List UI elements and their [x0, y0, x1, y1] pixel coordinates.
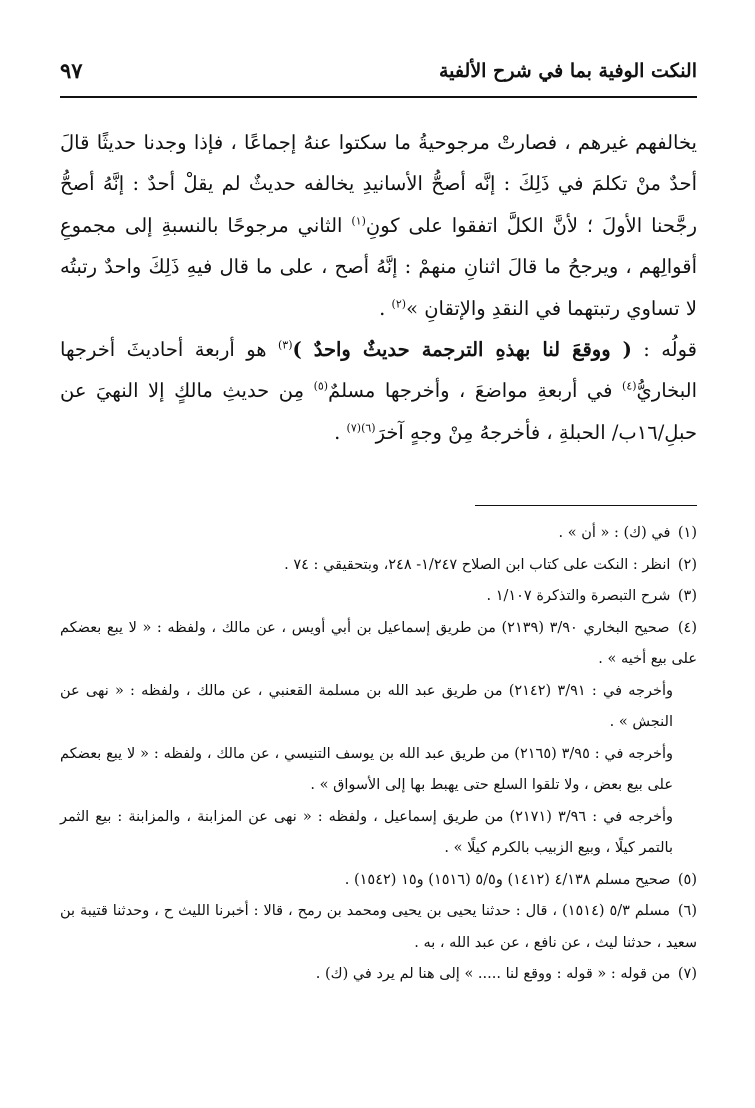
footnote-4 [60, 613, 697, 676]
footnote-number: (٧) [677, 966, 697, 982]
footnotes [60, 518, 697, 991]
footnote-text: صحيح البخاري ٣/٩٠ (٢١٣٩) من طريق إسماعيل بن أبي أويس ، عن مالك ، ولفظه : « لا يبع بعضكم على بيع أخيه » . [60, 619, 697, 667]
footnote-text: وأخرجه في : ٣/٩٥ (٢١٦٥) من طريق عبد الله بن يوسف التنيسي ، عن مالك ، ولفظه : « لا يبع بعضكم على بيع بعض ، ولا تلقوا السلع حتى يهبط بها إلى الأسواق » . [60, 745, 673, 793]
footnote-number: (٤) [677, 619, 698, 636]
quoted-lemma: ( ووقعَ لنا بهذهِ الترجمة حديثٌ واحدٌ ) [292, 338, 632, 362]
footnote-ref-7[interactable]: (٧) [346, 421, 362, 435]
footnote-text: في (ك) : « أن » . [558, 525, 671, 541]
text-run: في أربعةِ مواضعَ ، وأخرجها مسلمٌ [328, 379, 623, 403]
footnote-ref-2[interactable]: (٢) [391, 297, 407, 311]
book-title: النكت الوفية بما في شرح الألفية [439, 60, 697, 82]
text-run: الثاني مرجوحًا بالنسبةِ إلى مجموعِ أقوالِهم ، ويرجحُ ما قالَ اثنانِ منهمْ : إنَّهُ أصح ، على ما قال فيهِ ذَلِكَ واحدٌ رتبتُه لا تساوي رتبتهما في النقدِ والإتقانِ » [60, 213, 697, 320]
text-run: مِن حديثِ مالكٍ إلا النهيَ عن حبلِ/١٦ب/ الحبلةِ ، فأخرجهُ مِنْ وجهٍ آخرَ [60, 379, 697, 444]
footnote-6 [60, 896, 697, 959]
text-run: هو أربعة أحاديثَ أخرجها البخاريُّ [60, 338, 697, 403]
footnote-ref-3[interactable]: (٣) [277, 338, 293, 352]
text-run: قولُه : [631, 338, 698, 362]
footnote-text: من قوله : « قوله : ووقع لنا ..... » إلى هنا لم يرد في (ك) . [315, 966, 671, 982]
footnote-4-continuation-3 [60, 802, 697, 865]
footnote-text: انظر : النكت على كتاب ابن الصلاح ١/٢٤٧- ٢٤٨، وبتحقيقي : ٧٤ . [284, 556, 671, 573]
paragraph-1 [60, 122, 697, 329]
footnote-number: (١) [677, 525, 697, 541]
footnote-number: (٢) [677, 556, 697, 573]
main-text [60, 122, 697, 453]
footnote-text: وأخرجه في : ٣/٩٦ (٢١٧١) من طريق إسماعيل ، ولفظه : « نهى عن المزابنة ، والمزابنة : بيع الثمر بالتمر كيلًا ، وبيع الزبيب بالكرم كيلًا » . [60, 808, 673, 856]
footnote-7 [60, 959, 697, 991]
footnote-5 [60, 865, 697, 897]
footnote-number: (٦) [677, 903, 698, 919]
footnote-number: (٣) [677, 588, 697, 604]
footnote-1 [60, 518, 697, 550]
footnote-text: شرح التبصرة والتذكرة ١/١٠٧ . [486, 588, 671, 604]
footnote-ref-6[interactable]: (٦) [361, 421, 376, 435]
text-run: . [334, 420, 347, 444]
footnote-ref-4[interactable]: (٤) [622, 379, 637, 393]
text-run: . [379, 296, 392, 320]
paragraph-2 [60, 329, 697, 453]
footnote-separator [475, 505, 697, 506]
footnote-text: صحيح مسلم ٤/١٣٨ (١٤١٢) و٥/٥ (١٥١٦) و١٥ (١٥٤٢) . [344, 871, 671, 888]
footnote-3 [60, 581, 697, 613]
footnote-4-continuation-2 [60, 739, 697, 802]
footnote-text: مسلم ٥/٣ (١٥١٤) ، قال : حدثنا يحيى بن يحيى ومحمد بن رمح ، قالا : أخبرنا الليث ح ، وحدثنا قتيبة بن سعيد ، حدثنا ليث ، عن نافع ، عن عبد الله ، به . [60, 903, 697, 951]
running-header [60, 58, 697, 98]
page-number: ٩٧ [60, 58, 83, 83]
footnote-ref-5[interactable]: (٥) [313, 379, 329, 393]
footnote-number: (٥) [677, 871, 697, 888]
footnote-4-continuation-1 [60, 676, 697, 739]
footnote-text: وأخرجه في : ٣/٩١ (٢١٤٢) من طريق عبد الله بن مسلمة القعنبي ، عن مالك ، ولفظه : « نهى عن النجش » . [60, 682, 673, 730]
footnote-2 [60, 550, 697, 582]
footnote-ref-1[interactable]: (١) [351, 214, 366, 228]
text-run: يخالفهم غيرهم ، فصارتْ مرجوحيةُ ما سكتوا عنهُ إجماعًا ، فإذا وجدنا حديثًا قالَ أحدٌ منْ تكلمَ في ذَلِكَ : إنَّه أصحُّ الأسانيدِ يخالفه حديثٌ لم يقلْ أحدٌ : إنَّهُ أصحُّ رجَّحنا الأولَ ؛ لأنَّ الكلَّ اتفقوا على كونِ [60, 131, 697, 237]
